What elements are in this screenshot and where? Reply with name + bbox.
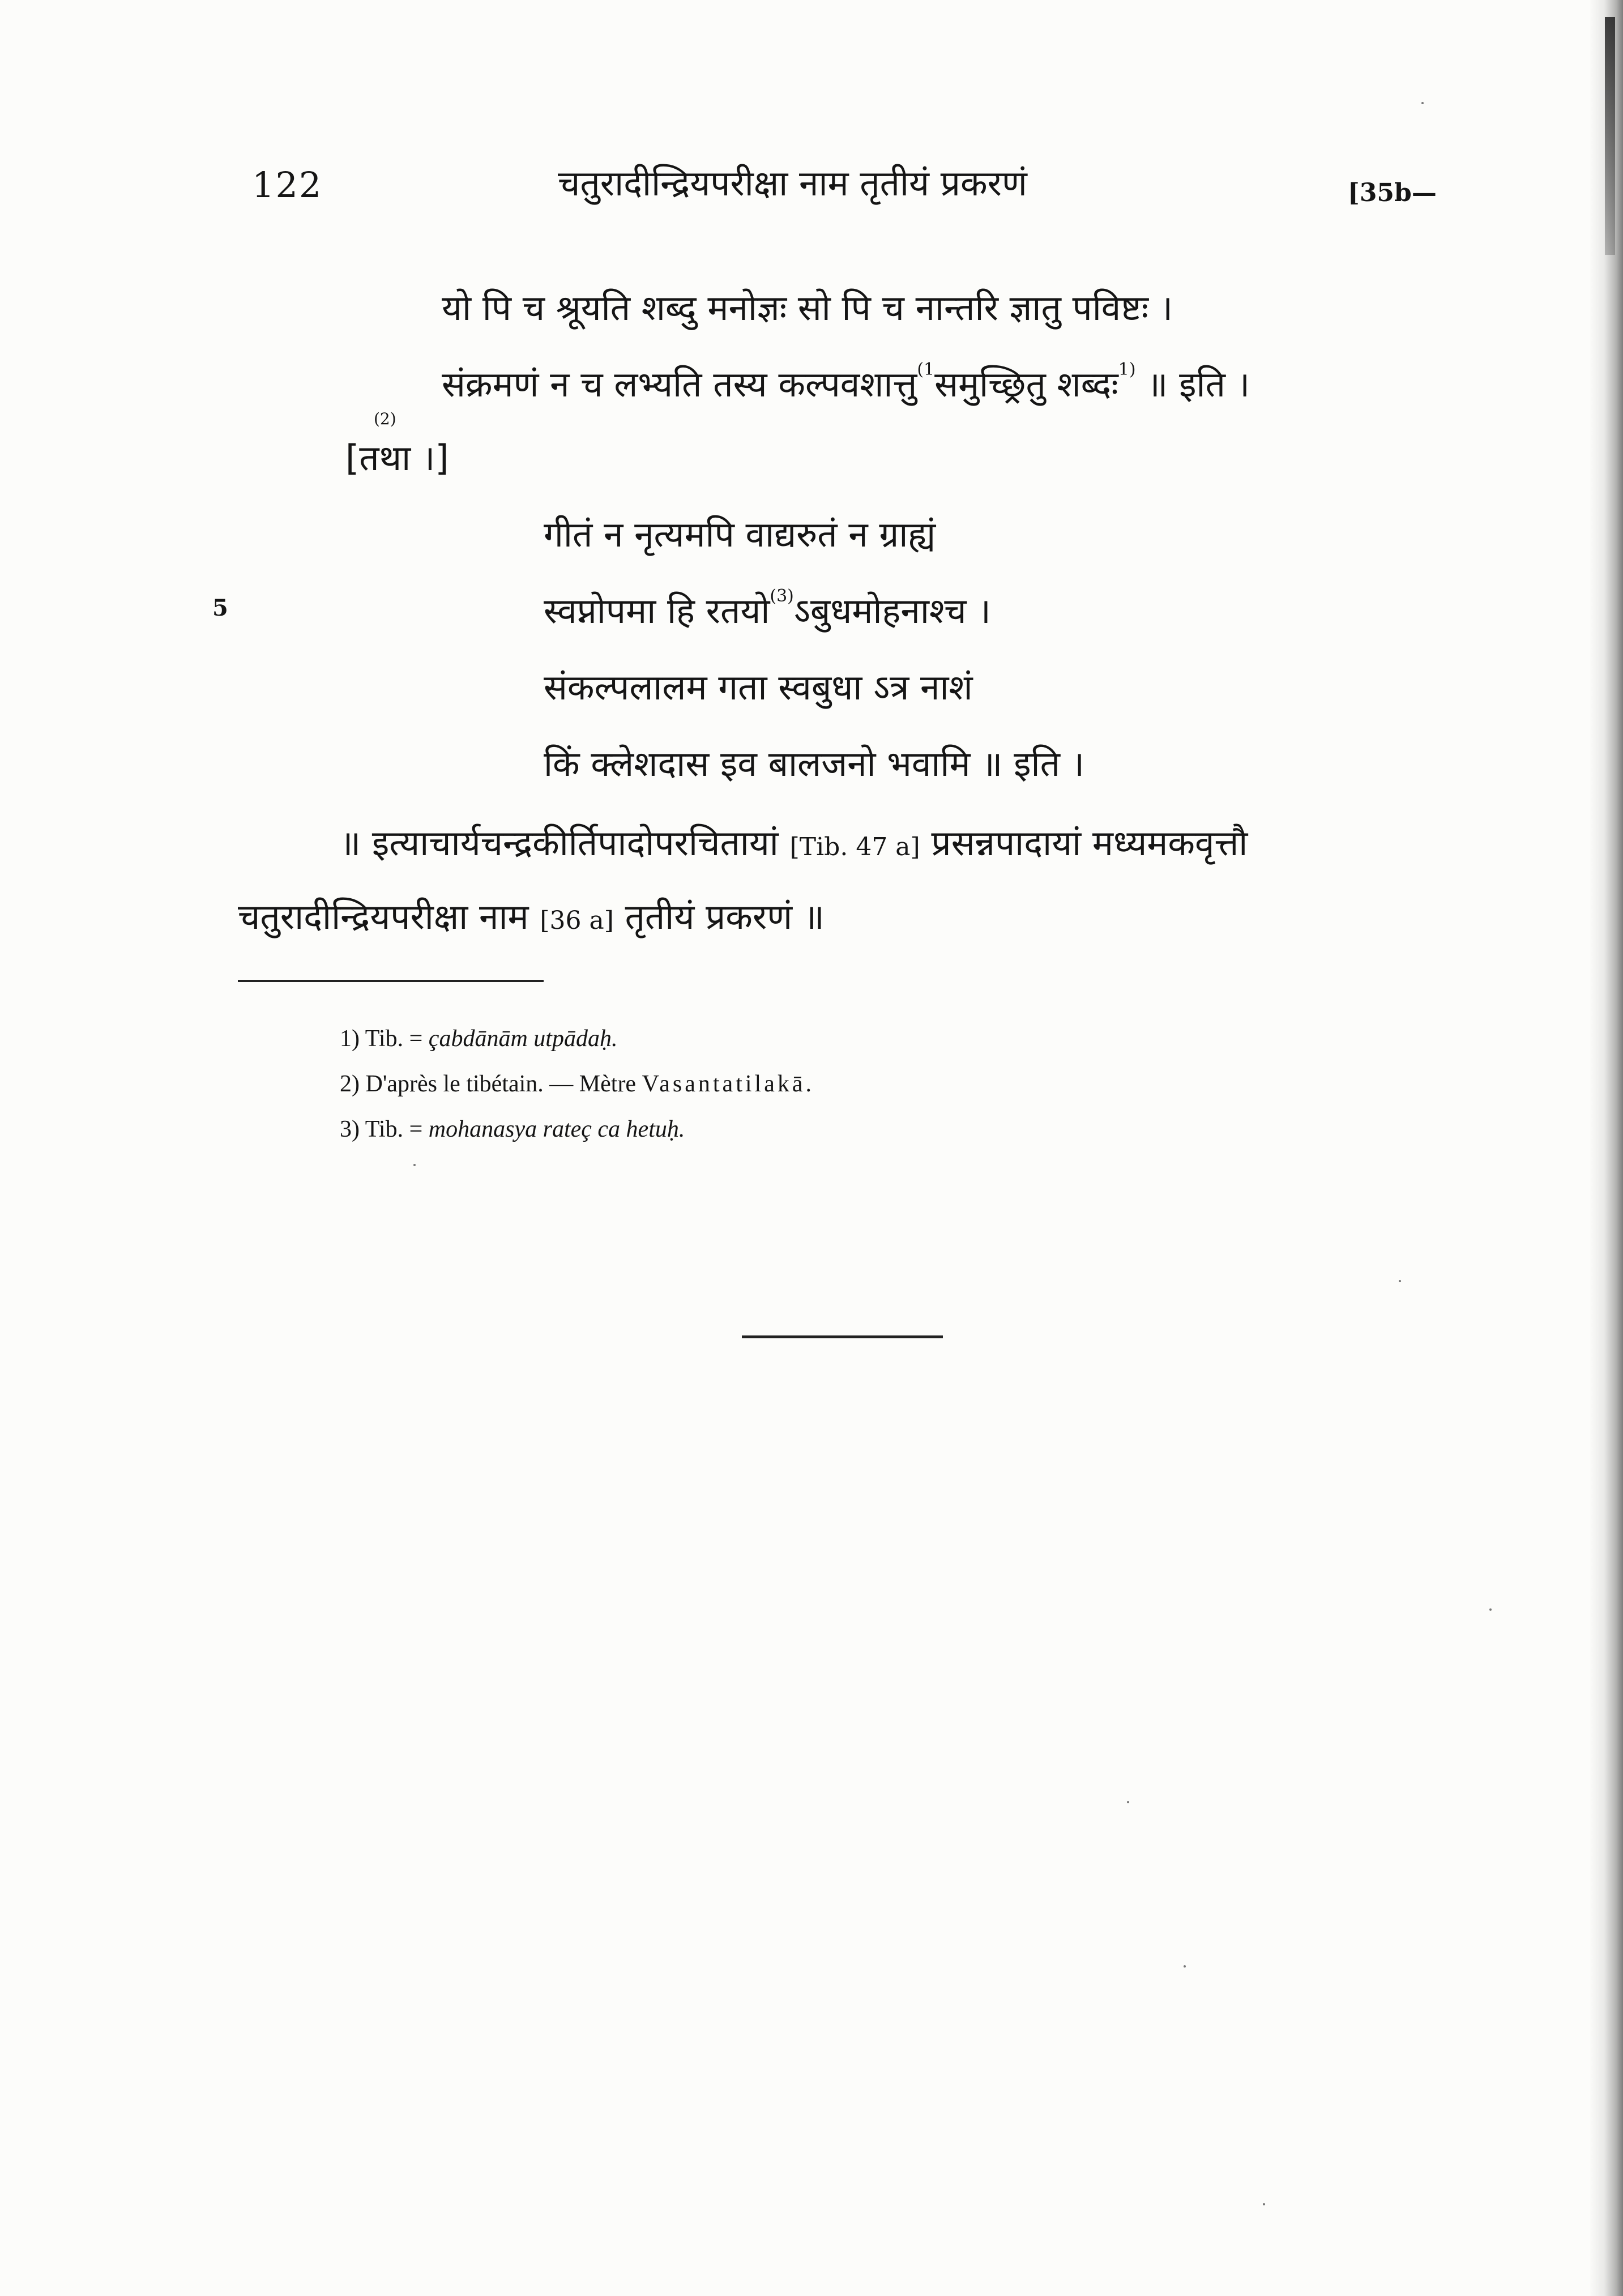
footnote-2 <box>340 1070 814 1098</box>
margin-line-number: 5 <box>212 595 228 621</box>
verse2-line3: संकल्पलालम गता स्वबुधा ऽत्र नाशं <box>544 667 973 708</box>
scan-speck <box>1263 2203 1265 2205</box>
folio-marker: [36 a] <box>540 906 614 935</box>
verse1-line2 <box>442 360 1250 407</box>
colophon-line2-a: चतुरादीन्द्रियपरीक्षा नाम <box>238 896 529 937</box>
verse2-line2-b: ऽबुधमोहनाश्च । <box>793 590 991 631</box>
verse2-line4: किं क्लेशदास इव बालजनो भवामि ॥ इति । <box>544 743 1085 784</box>
footnote-marker-close: 1) <box>1118 360 1136 379</box>
chapter-end-rule <box>742 1335 943 1338</box>
verse1-line2-b: समुच्छ्रितु शब्दः <box>934 364 1118 405</box>
verse1-line1: यो पि च श्रूयति शब्दु मनोज्ञः सो पि च नान्तरि ज्ञातु पविष्टः । <box>442 287 1173 328</box>
footnote-separator <box>238 980 544 982</box>
footnote-marker: 2) <box>340 1071 360 1097</box>
page-number: 122 <box>252 164 323 206</box>
scan-shadow-top <box>1605 17 1615 255</box>
colophon-line1 <box>340 818 1248 866</box>
footnote-italic: çabdānām utpādaḥ. <box>428 1026 618 1052</box>
footnote-text: Tib. = <box>365 1116 423 1142</box>
footnote-meter-name: Vasantatilakā. <box>642 1071 814 1097</box>
colophon-line1-b: प्रसन्नपादायां मध्यमकवृत्तौ <box>931 822 1248 864</box>
tatha-block <box>345 409 449 481</box>
verse1-line2-c: ॥ इति । <box>1147 364 1250 405</box>
colophon-line2 <box>238 892 825 940</box>
footnote-marker-3: (3) <box>770 586 794 606</box>
footnote-marker-2: (2) <box>374 409 396 428</box>
footnote-marker: 1) <box>340 1026 360 1052</box>
colophon-line2-b: तृतीयं प्रकरणं ॥ <box>625 896 825 937</box>
verse2-line2-a: स्वप्नोपमा हि रतयो <box>544 590 770 631</box>
footnote-marker: 3) <box>340 1116 360 1142</box>
footnote-3 <box>340 1116 685 1143</box>
scan-speck <box>1421 102 1424 104</box>
scan-speck <box>1489 1608 1492 1611</box>
scan-speck <box>1399 1280 1401 1282</box>
scan-speck <box>1184 1965 1186 1968</box>
scan-speck <box>413 1164 416 1166</box>
running-title: चतुरादीन्द्रियपरीक्षा नाम तृतीयं प्रकरणं <box>558 163 1027 204</box>
scan-speck <box>1127 1801 1129 1803</box>
verse2-line2 <box>544 586 991 634</box>
footnote-italic: mohanasya rateç ca hetuḥ. <box>428 1116 685 1142</box>
footnote-marker-open: (1 <box>917 360 935 379</box>
colophon-line1-a: ॥ इत्याचार्यचन्द्रकीर्तिपादोपरचितायां <box>340 822 779 864</box>
scan-shadow <box>1589 0 1623 2296</box>
tatha-text: [तथा ।] <box>345 437 449 479</box>
verse2-line1: गीतं न नृत्यमपि वाद्यरुतं न ग्राह्यं <box>544 514 936 555</box>
footnote-1 <box>340 1025 617 1052</box>
footnote-text: D'après le tibétain. — Mètre <box>365 1071 637 1097</box>
folio-reference: [35b— <box>1348 178 1437 207</box>
footnote-text: Tib. = <box>365 1026 423 1052</box>
verse1-line2-a: संक्रमणं न च लभ्यति तस्य कल्पवशात्तु <box>442 364 917 405</box>
tibetan-reference: [Tib. 47 a] <box>789 833 920 861</box>
